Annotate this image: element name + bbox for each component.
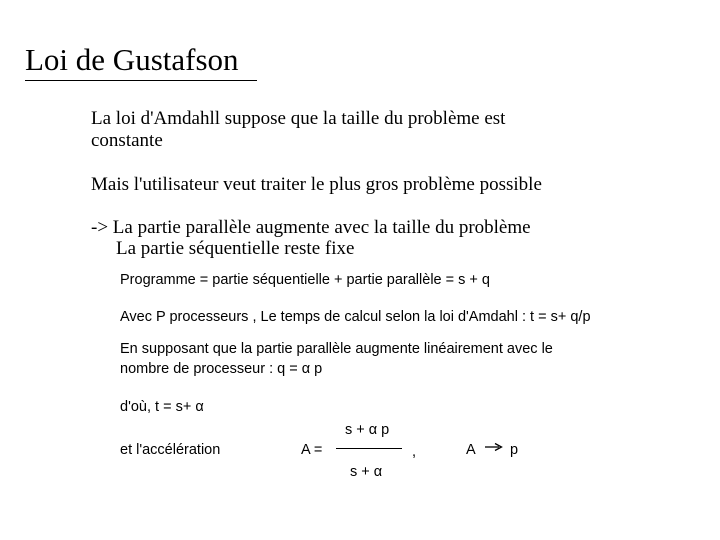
paragraph-utilisateur: Mais l'utilisateur veut traiter le plus gros problème possible — [91, 174, 542, 195]
formula-programme: Programme = partie séquentielle + partie parallèle = s + q — [120, 272, 490, 288]
paragraph-amdahl-line2: constante — [91, 130, 163, 151]
paragraph-amdahl-line1: La loi d'Amdahll suppose que la taille du problème est — [91, 108, 506, 129]
slide-title: Loi de Gustafson — [25, 42, 239, 77]
formula-supposant-line2: nombre de processeur : q = α p — [120, 361, 323, 377]
right-arrow-icon — [484, 439, 504, 453]
acceleration-label: et l'accélération — [120, 442, 221, 458]
limit-p: p — [510, 442, 519, 458]
formula-processeurs: Avec P processeurs , Le temps de calcul selon la loi d'Amdahl : t = s+ q/p — [120, 309, 591, 325]
acceleration-comma: , — [412, 444, 417, 460]
formula-supposant-line1: En supposant que la partie parallèle augmente linéairement avec le — [120, 341, 553, 357]
title-underline — [25, 80, 257, 81]
fraction-bar — [336, 448, 402, 449]
fraction-numerator: s + α p — [345, 422, 390, 438]
paragraph-partie-sequentielle: La partie séquentielle reste fixe — [116, 238, 355, 259]
acceleration-a-equals: A = — [301, 442, 323, 458]
limit-a: A — [466, 442, 476, 458]
paragraph-partie-parallele: -> La partie parallèle augmente avec la taille du problème — [91, 217, 531, 238]
fraction-denominator: s + α — [350, 464, 383, 480]
formula-dou: d'où, t = s+ α — [120, 399, 204, 415]
